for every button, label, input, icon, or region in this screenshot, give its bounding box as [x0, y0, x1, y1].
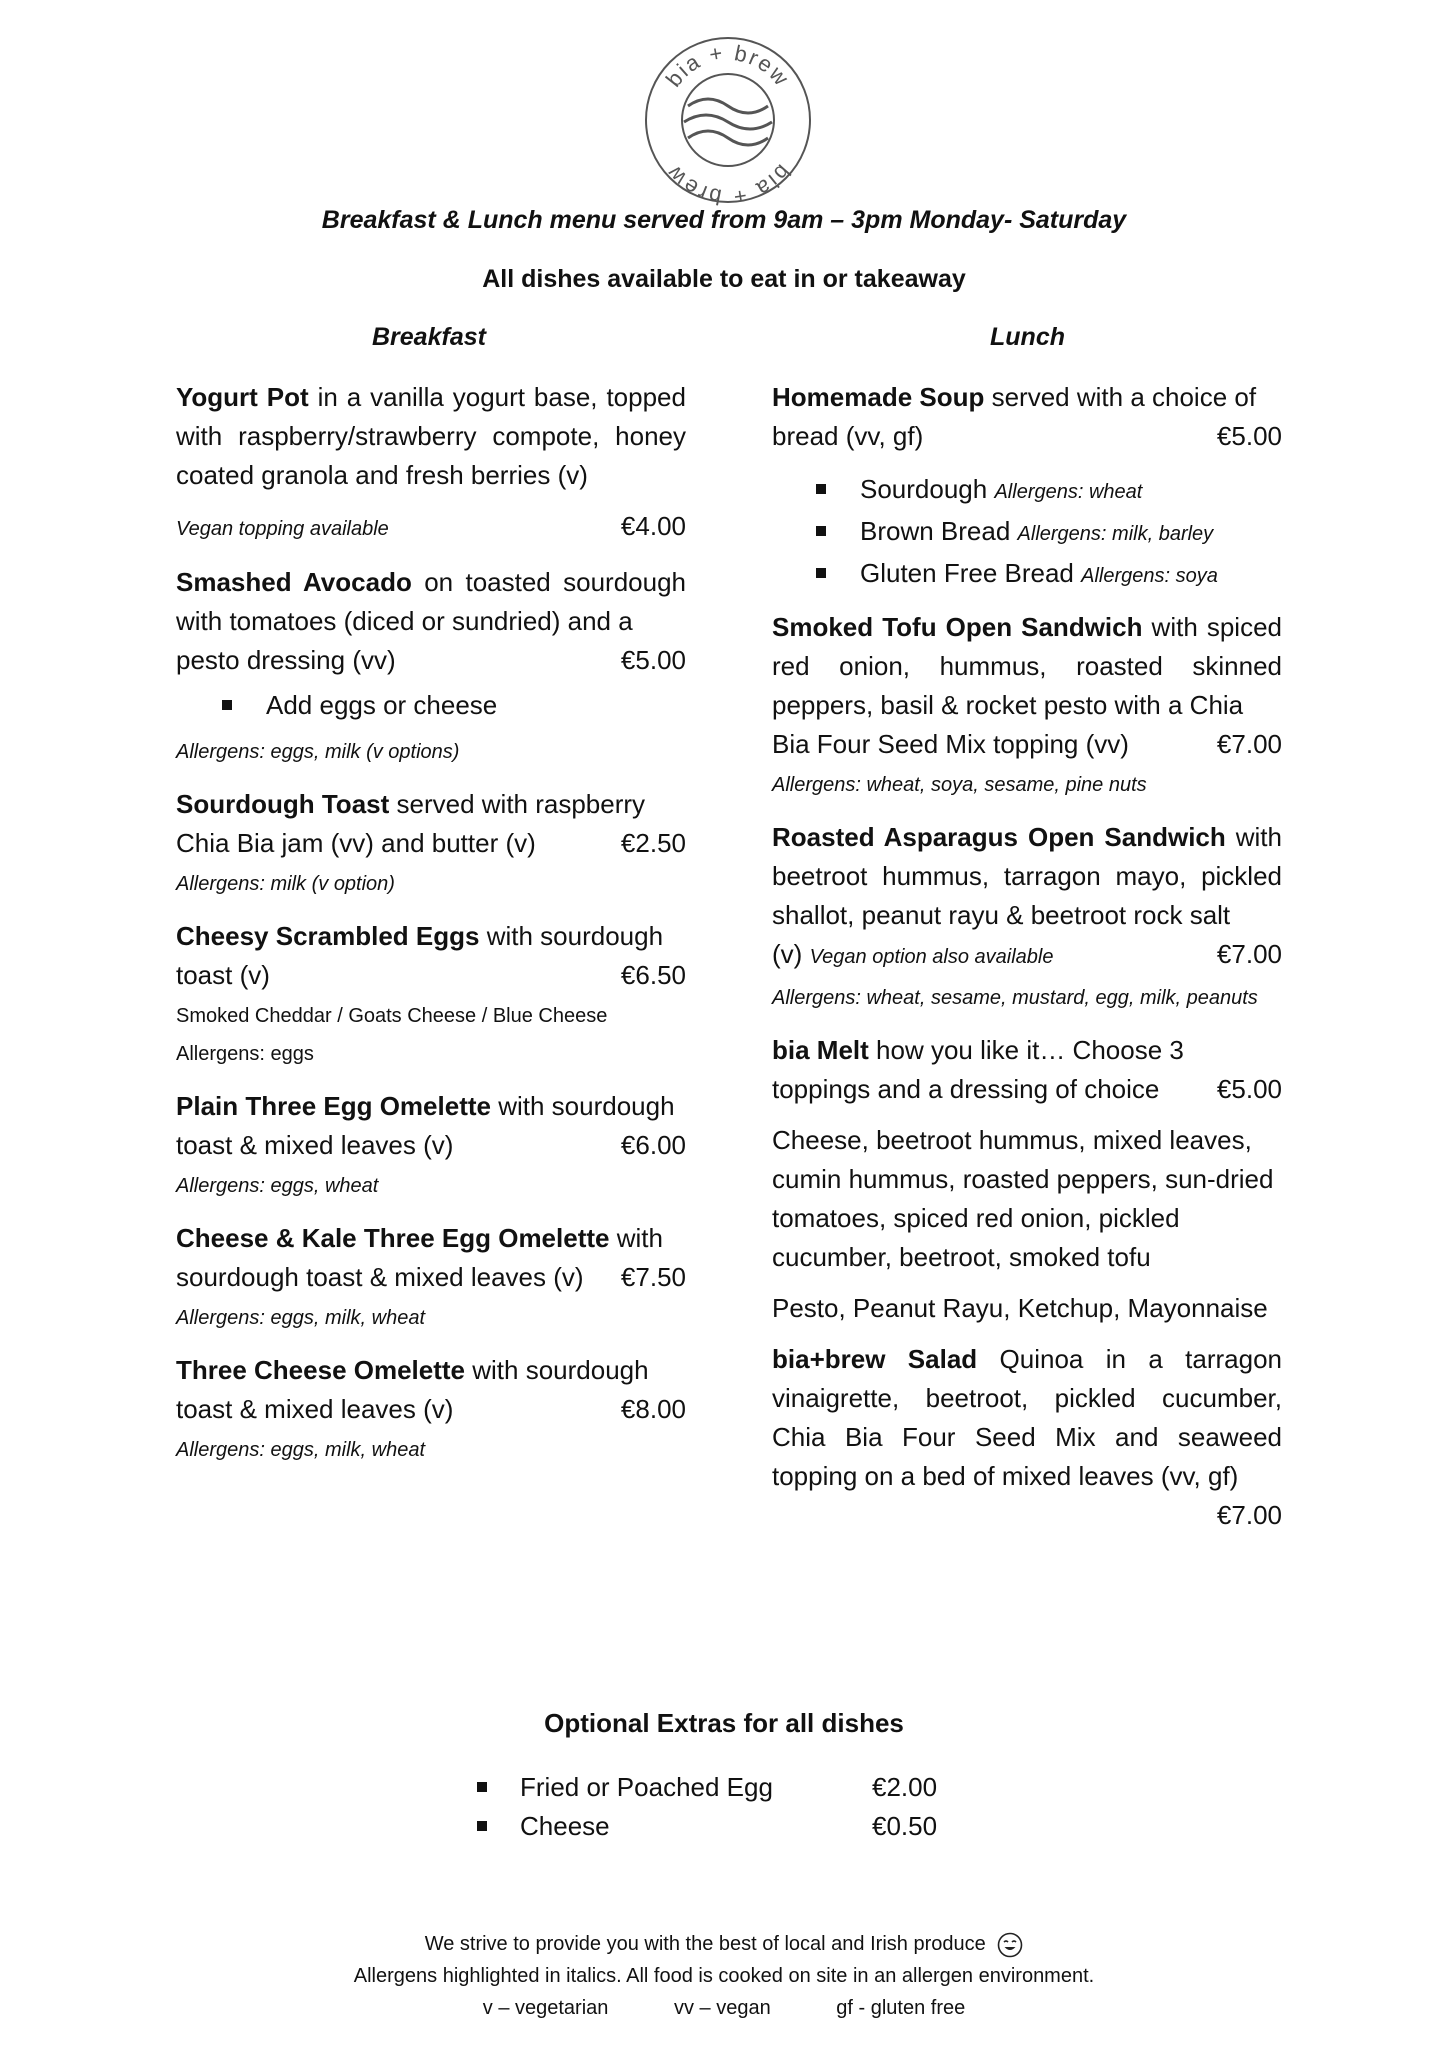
allergen-note: Allergens: eggs, wheat	[176, 1175, 379, 1197]
melt-dressings: Pesto, Peanut Rayu, Ketchup, Mayonnaise	[772, 1293, 1268, 1323]
list-item: Cheese €0.50	[474, 1807, 944, 1846]
list-item: Brown Bread Allergens: milk, barley	[816, 512, 1282, 554]
menu-item-price: €7.00	[1216, 1500, 1282, 1530]
menu-item-yogurt-price-line: Vegan topping available €4.00	[176, 507, 686, 549]
cheese-options: Smoked Cheddar / Goats Cheese / Blue Cheese	[176, 1005, 608, 1027]
menu-headline: Breakfast & Lunch menu served from 9am – 3pm Monday- Saturday	[321, 206, 1127, 234]
lunch-title: Lunch	[990, 323, 1065, 351]
bia-brew-logo	[642, 34, 814, 206]
menu-item-price: €5.00	[620, 645, 686, 675]
bullet-square-icon	[477, 1782, 487, 1792]
menu-item-homemade-soup: Homemade Soup served with a choice of	[772, 382, 1257, 412]
menu-item-price: €0.50	[872, 1811, 938, 1841]
menu-item-yogurt-pot: Yogurt Pot in a vanilla yogurt base, topped with raspberry/strawberry compote, honey coated granola and fresh berries (v)	[176, 382, 686, 490]
menu-item-asparagus-price-line: (v) Vegan option also available €7.00	[772, 935, 1282, 977]
legend-gluten-free: gf - gluten free	[836, 1997, 966, 2019]
logo-top-text: bia + brew	[660, 39, 795, 92]
bullet-square-icon	[477, 1821, 487, 1831]
allergen-note: Allergens: milk (v option)	[176, 873, 395, 895]
legend-vegan: vv – vegan	[673, 1997, 771, 2019]
menu-item-cheesy-scrambled-eggs: Cheesy Scrambled Eggs with sourdough	[176, 921, 664, 951]
footer-legend	[0, 1992, 1448, 2024]
menu-item-price: €6.50	[620, 960, 686, 990]
menu-item-avocado-price-line: pesto dressing (vv) €5.00	[176, 641, 686, 680]
menu-item-bia-melt: bia Melt how you like it… Choose 3	[772, 1035, 1184, 1065]
allergen-note: Allergens: eggs, milk, wheat	[176, 1439, 426, 1461]
bullet-square-icon	[816, 568, 826, 578]
bread-options-list	[772, 470, 1282, 596]
legend-vegetarian: v – vegetarian	[482, 1997, 609, 2019]
menu-item-price: €2.00	[872, 1772, 938, 1802]
menu-item-tofu-price-line: Bia Four Seed Mix topping (vv) €7.00	[772, 725, 1282, 764]
menu-item-price: €7.00	[1216, 729, 1282, 759]
avocado-addons-list	[176, 686, 686, 725]
menu-item-plain-omelette: Plain Three Egg Omelette with sourdough	[176, 1091, 675, 1121]
extras-title: Optional Extras for all dishes	[544, 1708, 904, 1738]
allergen-note: Allergens: eggs, milk (v options)	[176, 741, 460, 763]
menu-item-smashed-avocado: Smashed Avocado on toasted sourdough with tomatoes (diced or sundried) and a	[176, 567, 686, 636]
menu-item-three-cheese-omelette: Three Cheese Omelette with sourdough	[176, 1355, 649, 1385]
menu-item-roasted-asparagus-sandwich: Roasted Asparagus Open Sandwich with beetroot hummus, tarragon mayo, pickled shallot, peanut rayu & beetroot rock salt	[772, 822, 1282, 930]
menu-item-bia-brew-salad: bia+brew Salad Quinoa in a tarragon vinaigrette, beetroot, pickled cucumber, Chia Bia Four Seed Mix and seaweed topping on a bed of mixed leaves (vv, gf)	[772, 1344, 1282, 1491]
footer-produce-line: We strive to provide you with the best of local and Irish produce	[0, 1928, 1448, 1960]
footer-allergen-line: Allergens highlighted in italics. All food is cooked on site in an allergen environment.	[353, 1965, 1095, 1987]
menu-item-melt-price-line: toppings and a dressing of choice €5.00	[772, 1070, 1282, 1109]
logo-bottom-text: bia + brew	[660, 159, 796, 206]
lunch-column	[772, 378, 1282, 1535]
extras-list	[474, 1768, 944, 1846]
allergen-note: Allergens: eggs, milk, wheat	[176, 1307, 426, 1329]
menu-item-sourdough-toast: Sourdough Toast served with raspberry	[176, 789, 646, 819]
menu-item-price: €5.00	[1216, 421, 1282, 451]
menu-item-cheese-kale-omelette: Cheese & Kale Three Egg Omelette with	[176, 1223, 663, 1253]
menu-item-smoked-tofu-sandwich: Smoked Tofu Open Sandwich with spiced red onion, hummus, roasted skinned peppers, basil & rocket pesto with a Chia	[772, 612, 1282, 720]
bullet-square-icon	[816, 484, 826, 494]
menu-subline: All dishes available to eat in or takeaway	[482, 265, 966, 293]
menu-item-three-cheese-price-line: toast & mixed leaves (v) €8.00	[176, 1390, 686, 1429]
list-item: Sourdough Allergens: wheat	[816, 470, 1282, 512]
menu-item-price: €5.00	[1216, 1074, 1282, 1104]
menu-item-eggs-price-line: toast (v) €6.50	[176, 956, 686, 995]
winking-smiley-icon	[997, 1932, 1023, 1958]
menu-item-price: €2.50	[620, 828, 686, 858]
breakfast-title: Breakfast	[372, 323, 486, 351]
list-item: Fried or Poached Egg €2.00	[474, 1768, 944, 1807]
menu-item-price: €4.00	[620, 511, 686, 541]
menu-item-price: €7.00	[1216, 939, 1282, 969]
allergen-note: Allergens: wheat, soya, sesame, pine nuts	[772, 774, 1147, 796]
bullet-square-icon	[816, 526, 826, 536]
menu-item-price: €8.00	[620, 1394, 686, 1424]
list-item: Gluten Free Bread Allergens: soya	[816, 554, 1282, 596]
melt-toppings: Cheese, beetroot hummus, mixed leaves, cumin hummus, roasted peppers, sun-dried tomatoes, spiced red onion, pickled cucumber, beetroot, smoked tofu	[772, 1125, 1274, 1272]
menu-item-price: €6.00	[620, 1130, 686, 1160]
menu-item-soup-price-line: bread (vv, gf) €5.00	[772, 417, 1282, 456]
menu-item-price: €7.50	[620, 1262, 686, 1292]
menu-item-kale-omelette-price-line: sourdough toast & mixed leaves (v) €7.50	[176, 1258, 686, 1297]
breakfast-column	[176, 378, 686, 1483]
allergen-note: Allergens: wheat, sesame, mustard, egg, milk, peanuts	[772, 987, 1258, 1009]
menu-item-plain-omelette-price-line: toast & mixed leaves (v) €6.00	[176, 1126, 686, 1165]
menu-item-toast-price-line: Chia Bia jam (vv) and butter (v) €2.50	[176, 824, 686, 863]
allergen-note: Allergens: eggs	[176, 1043, 314, 1065]
list-item: Add eggs or cheese	[222, 686, 686, 725]
bullet-square-icon	[222, 700, 232, 710]
svg-text:bia + brew	[661, 40, 795, 92]
